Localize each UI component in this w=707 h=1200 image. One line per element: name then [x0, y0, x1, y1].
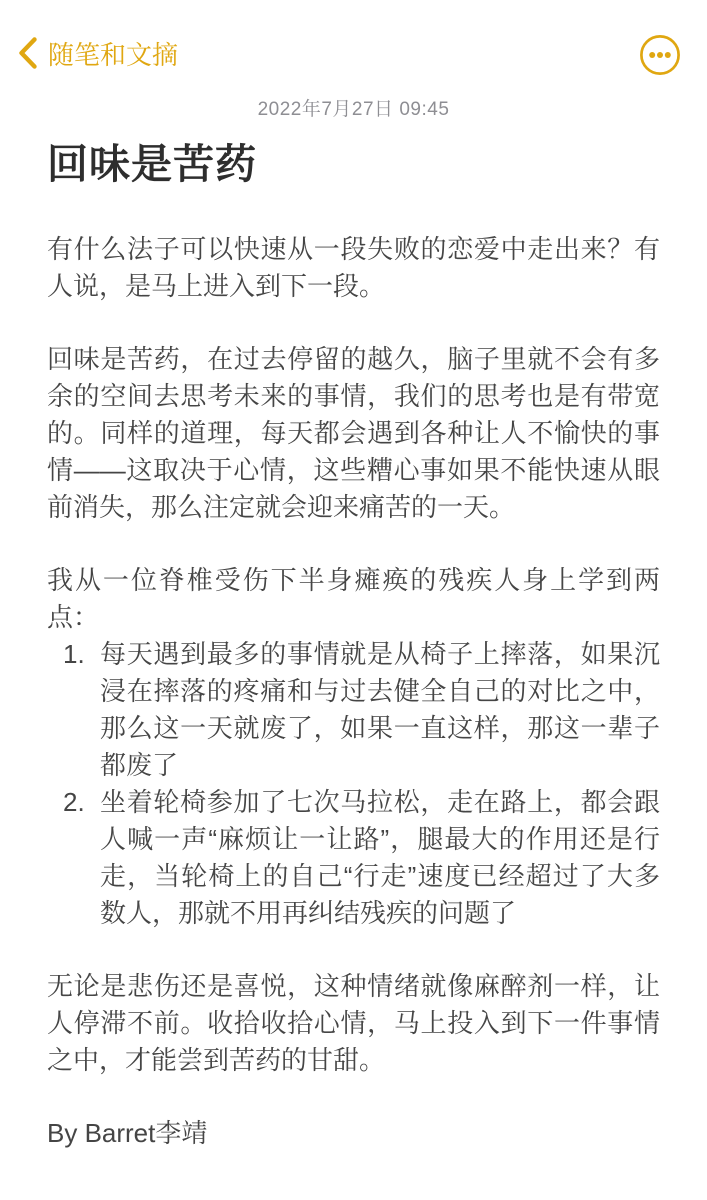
back-button-label: 随笔和文摘: [48, 40, 179, 70]
note-editor[interactable]: [0, 141, 707, 1152]
list-item-text: 坐着轮椅参加了七次马拉松，走在路上，都会跟人喊一声“麻烦让一让路”，腿最大的作用还是行走，当轮椅上的自己“行走”速度已经超过了大多数人，那就不用再纠结残疾的问题了: [100, 787, 660, 928]
ellipsis-circle-icon: [639, 64, 681, 79]
nav-bar: [0, 0, 707, 76]
list-intro: 我从一位脊椎受伤下半身瘫痪的残疾人身上学到两点：: [47, 565, 660, 632]
note-paragraph-1: 有什么法子可以快速从一段失败的恋爱中走出来？有人说，是马上进入到下一段。: [47, 234, 660, 301]
list-item: [47, 784, 660, 932]
list-item-marker: 1.: [63, 639, 85, 669]
note-paragraph-3: 无论是悲伤还是喜悦，这种情绪就像麻醉剂一样，让人停滞不前。收拾收拾心情，马上投入到下一件事情之中，才能尝到苦药的甘甜。: [47, 971, 660, 1075]
note-signature: By Barret李靖: [47, 1118, 208, 1148]
numbered-list: [47, 636, 660, 932]
more-options-button[interactable]: [639, 34, 681, 76]
note-date: 2022年7月27日 09:45: [257, 99, 450, 120]
back-button[interactable]: [18, 37, 178, 73]
list-item: [47, 636, 660, 784]
note-paragraph-2: 回味是苦药，在过去停留的越久，脑子里就不会有多余的空间去思考未来的事情，我们的思考也是有带宽的。同样的道理，每天都会遇到各种让人不愉快的事情——这取决于心情，这些糟心事如果不能快速从眼前消失，那么注定就会迎来痛苦的一天。: [47, 344, 660, 522]
list-item-marker: 2.: [63, 787, 85, 817]
list-item-text: 每天遇到最多的事情就是从椅子上摔落，如果沉浸在摔落的疼痛和与过去健全自己的对比之中，那么这一天就废了，如果一直这样，那这一辈子都废了: [100, 639, 660, 780]
chevron-left-icon: [18, 37, 37, 73]
note-title: 回味是苦药: [47, 141, 257, 187]
